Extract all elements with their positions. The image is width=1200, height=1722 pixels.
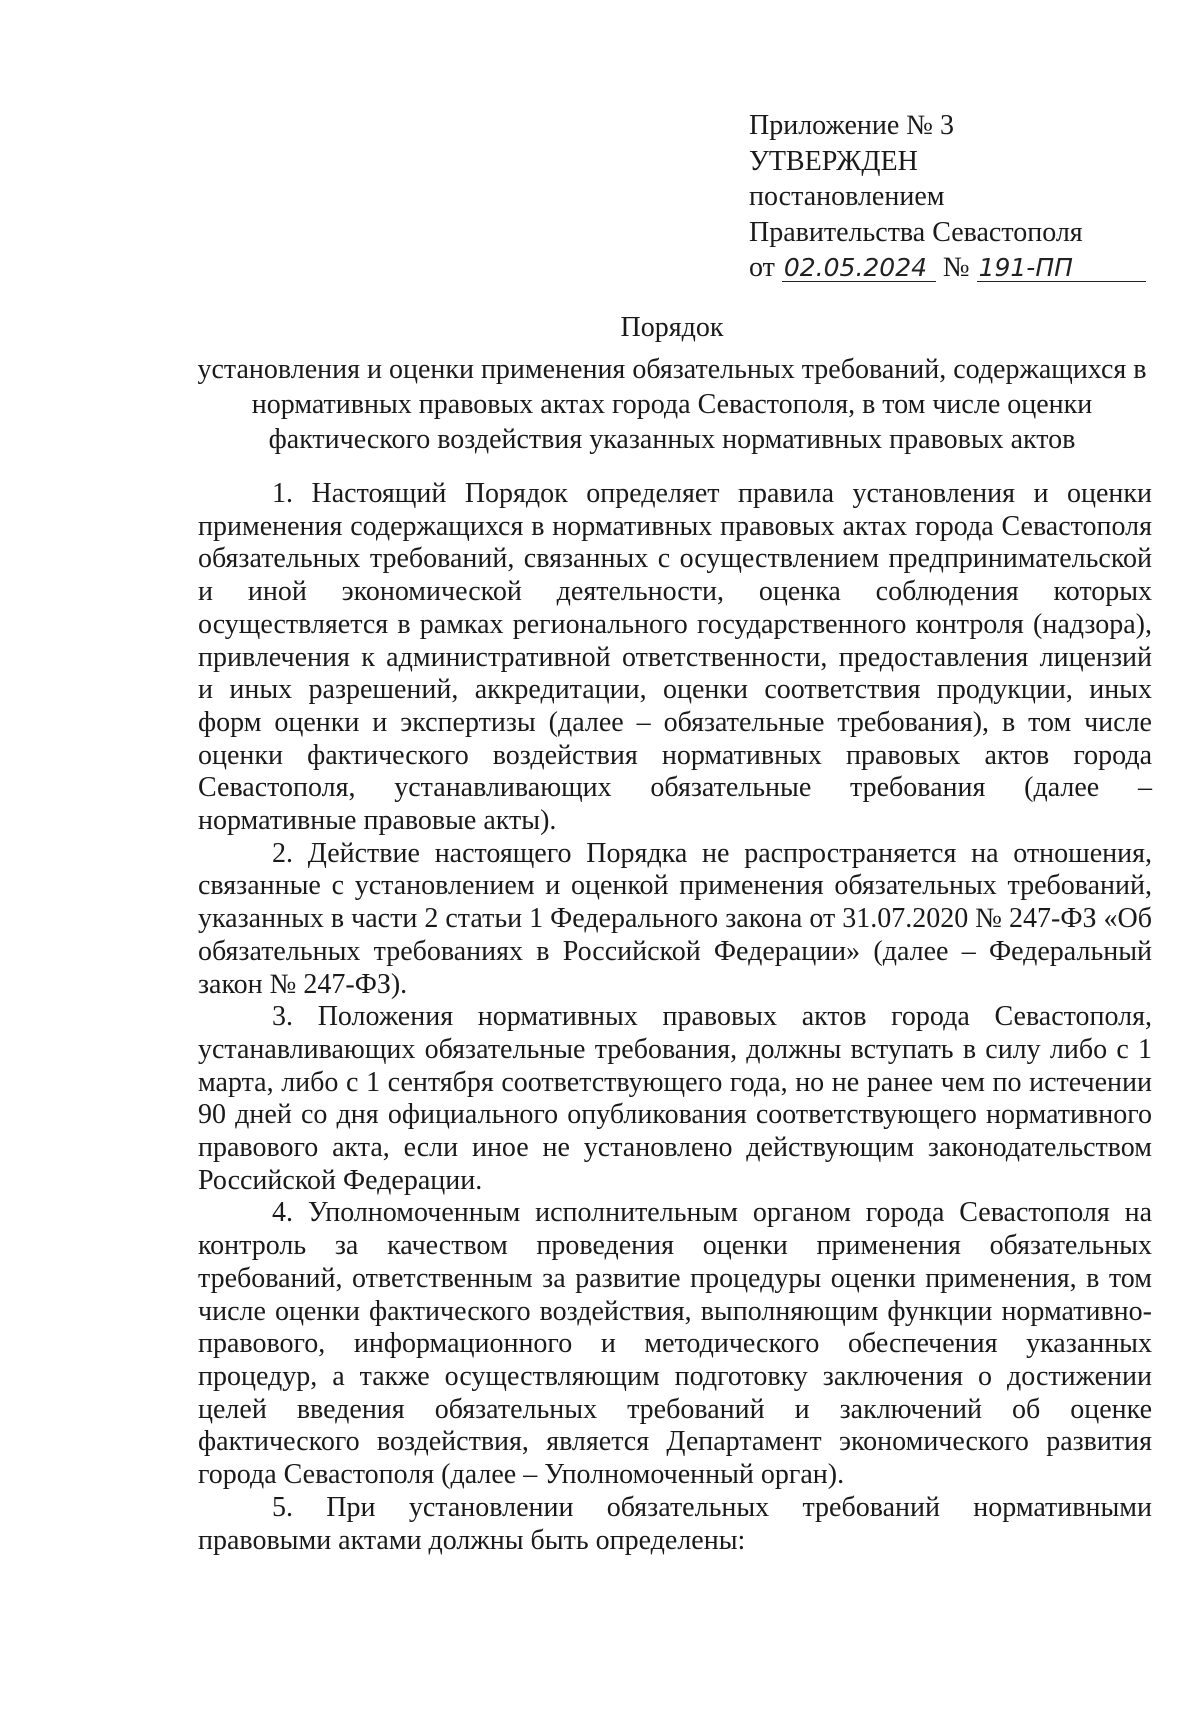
- title-heading: Порядок: [620, 312, 724, 343]
- paragraph-4: 4. Уполномоченным исполнительным органом города Севастополя на контроль за качеством проведения оценки применения обязательных требований, ответственным за развитие процедуры оценки применения, в том числе оценки фактического воздействия, выполняющим функции нормативно-правового, информационного и методического обеспечения указанных процедур, а также осуществляющим подготовку заключения о достижении целей введения обязательных требований и заключений об оценке фактического воздействия, является Департамент экономического развития города Севастополя (далее – Уполномоченный орган).: [198, 1197, 1152, 1491]
- government-label: Правительства Севастополя: [749, 216, 1083, 248]
- paragraph-3: 3. Положения нормативных правовых актов города Севастополя, устанавливающих обязательные требования, должны вступать в силу либо с 1 марта, либо с 1 сентября соответствующего года, но не ранее чем по истечении 90 дней со дня официального опубликования соответствующего нормативного правового акта, если иное не установлено действующим законодательством Российской Федерации.: [198, 1001, 1152, 1196]
- title-subtitle: установления и оценки применения обязательных требований, содержащихся в нормативных правовых актах города Севастополя, в том числе оценки фактического воздействия указанных нормативных правовых актов: [197, 354, 1147, 455]
- date-prefix: от: [749, 252, 775, 283]
- number-prefix: №: [942, 252, 970, 283]
- resolution-label: постановлением: [749, 181, 945, 212]
- handwritten-number: 191-ПП: [977, 255, 1146, 282]
- document-title: [192, 310, 1152, 457]
- approved-label: УТВЕРЖДЕН: [749, 145, 918, 177]
- document-body: [198, 478, 1152, 1557]
- approval-stamp-block: [749, 108, 1169, 286]
- appendix-number: Приложение № 3: [749, 110, 954, 141]
- paragraph-5: 5. При установлении обязательных требований нормативными правовыми актами должны быть определены:: [198, 1491, 1152, 1556]
- handwritten-date: 02.05.2024: [782, 255, 936, 282]
- paragraph-1: 1. Настоящий Порядок определяет правила установления и оценки применения содержащихся в нормативных правовых актах города Севастополя обязательных требований, связанных с осуществлением предпринимательской и иной экономической деятельности, оценка соблюдения которых осуществляется в рамках регионального государственного контроля (надзора), привлечения к административной ответственности, предоставления лицензий и иных разрешений, аккредитации, оценки соответствия продукции, иных форм оценки и экспертизы (далее – обязательные требования), в том числе оценки фактического воздействия нормативных правовых актов города Севастополя, устанавливающих обязательные требования (далее – нормативные правовые акты).: [198, 478, 1152, 837]
- date-number-line: [749, 250, 1169, 286]
- paragraph-2: 2. Действие настоящего Порядка не распространяется на отношения, связанные с установлением и оценкой применения обязательных требований, указанных в части 2 статьи 1 Федерального закона от 31.07.2020 № 247-ФЗ «Об обязательных требованиях в Российской Федерации» (далее – Федеральный закон № 247-ФЗ).: [198, 837, 1152, 1000]
